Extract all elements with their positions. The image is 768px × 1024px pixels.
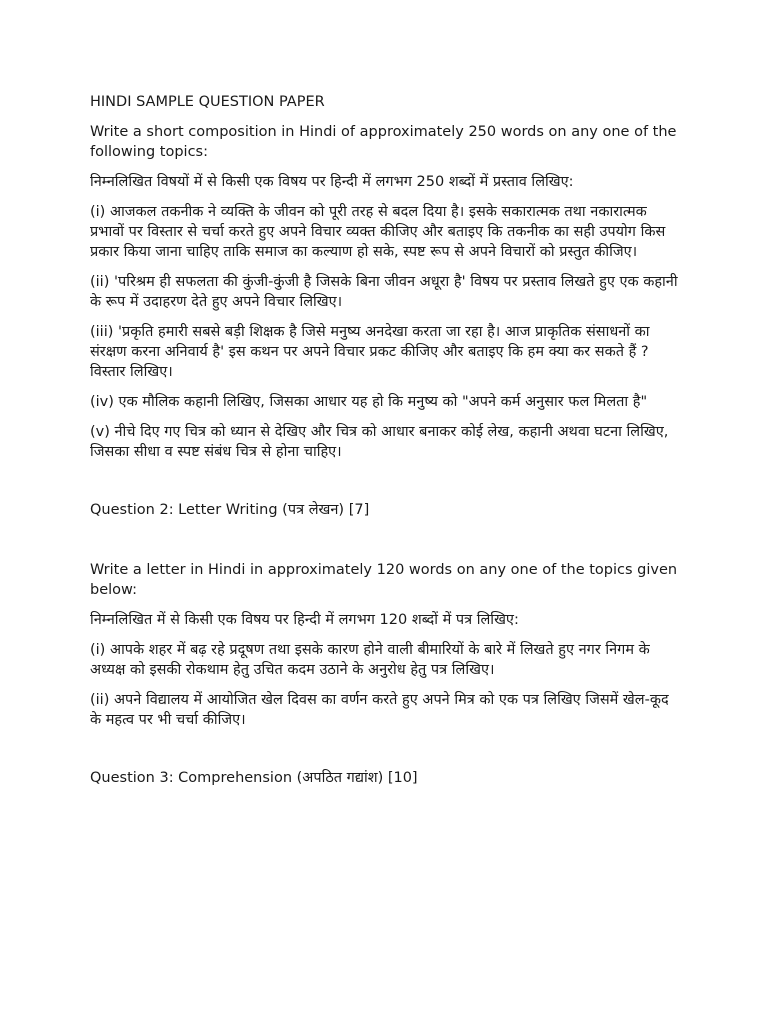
q2-heading: Question 2: Letter Writing (पत्र लेखन) [7] bbox=[90, 502, 370, 518]
q1-topic-2: (ii) 'परिश्रम ही सफलता की कुंजी-कुंजी है जिसके बिना जीवन अधूरा है' विषय पर प्रस्ताव लिखते हुए एक कहानी के रूप में उदाहरण देते हुए अपने विचार लिखिए। bbox=[90, 274, 678, 310]
q1-instruction-hi: निम्नलिखित विषयों में से किसी एक विषय पर हिन्दी में लगभग 250 शब्दों में प्रस्ताव लिखिए: bbox=[90, 174, 574, 190]
q3-heading: Question 3: Comprehension (अपठित गद्यांश) [10] bbox=[90, 770, 418, 786]
q2-topic-2: (ii) अपने विद्यालय में आयोजित खेल दिवस का वर्णन करते हुए अपने मित्र को एक पत्र लिखिए जिसमें खेल-कूद के महत्व पर भी चर्चा कीजिए। bbox=[90, 692, 669, 728]
q1-instruction-en: Write a short composition in Hindi of approximately 250 words on any one of the following topics: bbox=[90, 124, 677, 160]
document-page bbox=[90, 92, 680, 788]
spacer bbox=[90, 730, 680, 768]
q1-topic-5: (v) नीचे दिए गए चित्र को ध्यान से देखिए और चित्र को आधार बनाकर कोई लेख, कहानी अथवा घटना लिखिए, जिसका सीधा व स्पष्ट संबंध चित्र से होना चाहिए। bbox=[90, 424, 669, 460]
q1-topic-1: (i) आजकल तकनीक ने व्यक्ति के जीवन को पूरी तरह से बदल दिया है। इसके सकारात्मक तथा नकारात्मक प्रभावों पर विस्तार से चर्चा करते हुए अपने विचार व्यक्त कीजिए और बताइए कि तकनीक का सही उपयोग किस प्रकार किया जाना चाहिए ताकि समाज का कल्याण हो सके, स्पष्ट रूप से अपने विचारों को प्रस्तुत कीजिए। bbox=[90, 204, 666, 260]
q2-instruction-hi: निम्नलिखित में से किसी एक विषय पर हिन्दी में लगभग 120 शब्दों में पत्र लिखिए: bbox=[90, 612, 519, 628]
q1-topic-3: (iii) 'प्रकृति हमारी सबसे बड़ी शिक्षक है जिसे मनुष्य अनदेखा करता जा रहा है। आज प्राकृतिक संसाधनों का संरक्षण करना अनिवार्य है' इस कथन पर अपने विचार प्रकट कीजिए और बताइए कि हम क्या कर सकते हैं ? विस्तार लिखिए। bbox=[90, 324, 650, 380]
q1-topic-4: (iv) एक मौलिक कहानी लिखिए, जिसका आधार यह हो कि मनुष्य को "अपने कर्म अनुसार फल मिलता है" bbox=[90, 394, 648, 410]
spacer bbox=[90, 462, 680, 500]
q2-instruction-en: Write a letter in Hindi in approximately 120 words on any one of the topics given below: bbox=[90, 562, 678, 598]
document-title: HINDI SAMPLE QUESTION PAPER bbox=[90, 94, 325, 110]
q2-topic-1: (i) आपके शहर में बढ़ रहे प्रदूषण तथा इसके कारण होने वाली बीमारियों के बारे में लिखते हुए नगर निगम के अध्यक्ष को इसकी रोकथाम हेतु उचित कदम उठाने के अनुरोध हेतु पत्र लिखिए। bbox=[90, 642, 650, 678]
spacer bbox=[90, 520, 680, 560]
